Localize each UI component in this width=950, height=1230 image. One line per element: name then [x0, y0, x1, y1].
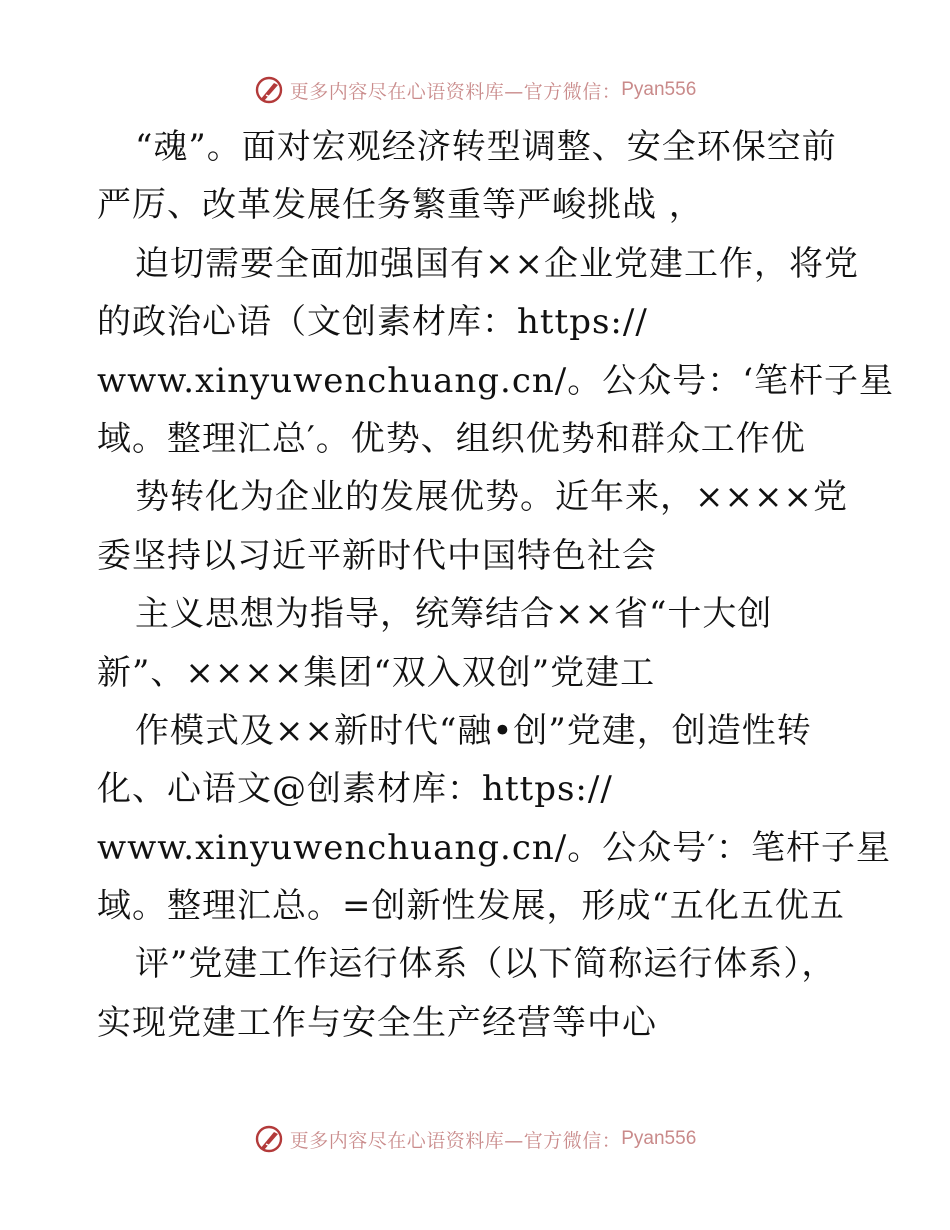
watermark-wechat-id: Pyan556: [621, 1128, 697, 1149]
watermark-wechat-id: Pyan556: [621, 79, 697, 100]
text-line: 势转化为企业的发展优势。近年来，××××党: [135, 477, 848, 518]
text-line: www.xinyuwenchuang.cn/。公众号′：笔杆子星: [97, 827, 891, 868]
text-line: 的政治心语（文创素材库：https://: [97, 302, 648, 343]
text-line: 域。整理汇总′。优势、组织优势和群众工作优: [97, 418, 806, 459]
text-line: www.xinyuwenchuang.cn/。公众号：‘笔杆子星: [97, 360, 895, 401]
text-line: 委坚持以习近平新时代中国特色社会: [97, 535, 657, 576]
footer-watermark: [0, 1119, 950, 1159]
text-line: 域。整理汇总。=创新性发展，形成“五化五优五: [97, 886, 845, 927]
quill-logo-icon: [254, 1124, 284, 1154]
text-line: “魂”。面对宏观经济转型调整、安全环保空前: [135, 127, 837, 167]
text-line: 实现党建工作与安全生产经营等中心: [97, 1002, 657, 1043]
text-line: 化、心语文@创素材库：https://: [97, 769, 613, 810]
quill-logo-icon: [254, 75, 284, 105]
text-line: 主义思想为指导，统筹结合××省“十大创: [135, 594, 773, 635]
watermark-text: 更多内容尽在心语资料库—官方微信：: [289, 80, 622, 103]
document-body: [97, 118, 895, 1052]
text-line: 评”党建工作运行体系（以下简称运行体系），: [135, 944, 837, 985]
watermark-text: 更多内容尽在心语资料库—官方微信：: [289, 1129, 622, 1152]
text-line: 作模式及××新时代“融•创”党建，创造性转: [135, 710, 812, 751]
header-watermark: [0, 70, 950, 110]
text-line: 迫切需要全面加强国有××企业党建工作，将党: [135, 243, 859, 284]
text-line: 严厉、改革发展任务繁重等严峻挑战 ，: [97, 185, 704, 226]
text-line: 新”、××××集团“双入双创”党建工: [97, 652, 656, 693]
